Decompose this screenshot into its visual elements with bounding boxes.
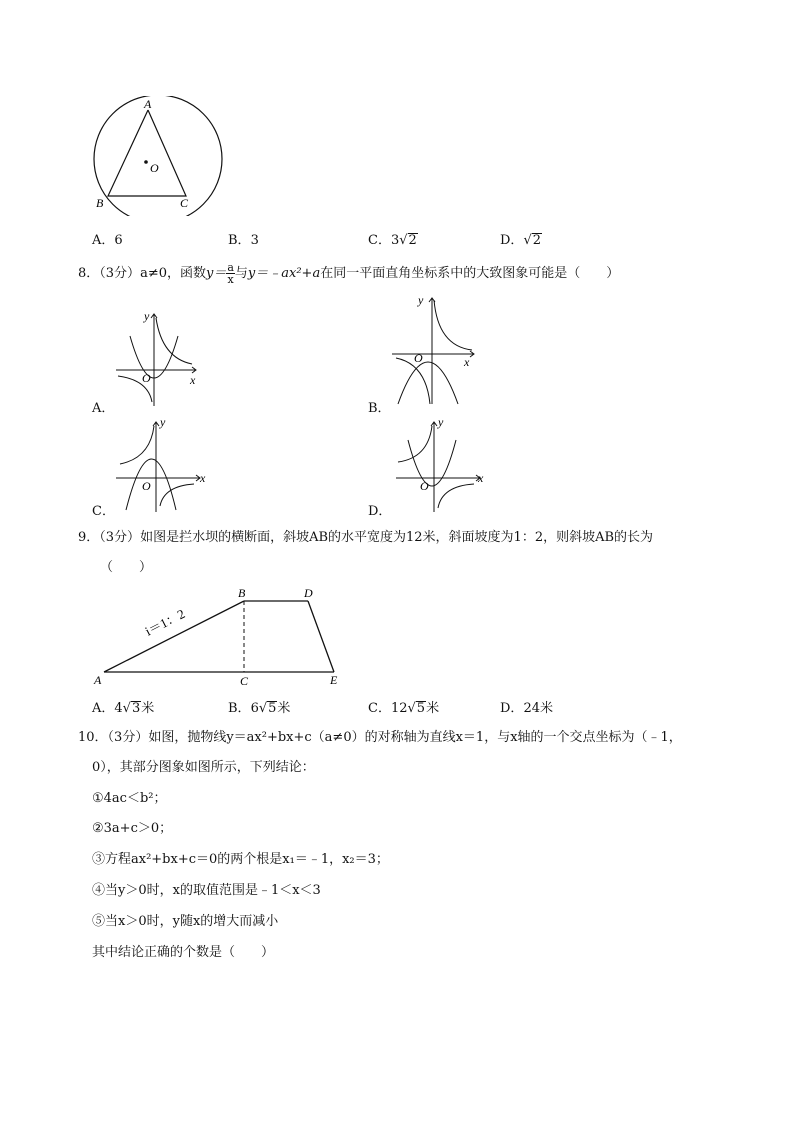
label-b: B <box>238 586 246 600</box>
slope-de <box>308 601 334 672</box>
q10-stem-line2: 0），其部分图象如图所示，下列结论： <box>92 760 315 775</box>
q7-option-a[interactable]: A．6 <box>92 233 123 248</box>
q10-statement-4: ④当y＞0时，x的取值范围是﹣1＜x＜3 <box>92 883 321 898</box>
sqrt-sign: √ <box>258 701 268 716</box>
parabola <box>398 362 458 404</box>
label-c: C <box>240 674 249 688</box>
q7-option-d[interactable]: D．√2 <box>500 233 542 248</box>
q8-graph-b <box>388 292 488 408</box>
hyperbola-branch <box>434 300 472 350</box>
label-a: A <box>144 97 152 111</box>
q9-option-c[interactable]: C．12√5米 <box>368 701 440 716</box>
y-label: y <box>144 309 150 323</box>
label-b: B <box>96 196 104 210</box>
q10-statement-5: ⑤当x＞0时，y随x的增大而减小 <box>92 914 279 929</box>
q10-statement-1: ①4ac＜b²； <box>92 791 167 806</box>
y-label: y <box>438 415 444 429</box>
q9-answer-paren: （ ） <box>100 560 153 575</box>
q8-graph-c <box>112 414 216 514</box>
hyperbola-branch <box>398 426 432 462</box>
inscribed-triangle <box>108 110 186 196</box>
sqrt-sign: √ <box>407 701 416 716</box>
parabola <box>126 459 176 510</box>
origin-label: O <box>142 371 151 385</box>
q9-option-b[interactable]: B．6√5米 <box>228 701 291 716</box>
origin-label: O <box>420 479 429 493</box>
label-d: D <box>304 586 313 600</box>
q9-option-d[interactable]: D．24米 <box>500 701 553 716</box>
q10-question: 其中结论正确的个数是（ ） <box>92 945 275 960</box>
x-label: x <box>200 471 206 485</box>
origin-label: O <box>142 479 151 493</box>
y-label: y <box>160 415 166 429</box>
circumcircle <box>94 96 222 216</box>
x-label: x <box>190 373 196 387</box>
label-a: A <box>94 673 102 687</box>
q10-stem: 10．（3分）如图，抛物线y＝ax²+bx+c（a≠0）的对称轴为直线x＝1，与x轴的一个交点坐标为（﹣1， <box>78 730 682 745</box>
origin-label: O <box>414 351 423 365</box>
hyperbola-branch <box>160 484 194 506</box>
slope-label: i＝1：2 <box>142 605 188 639</box>
q10-statement-3: ③方程ax²+bx+c＝0的两个根是x₁＝﹣1，x₂＝3； <box>92 852 389 867</box>
fraction-a-over-x: $\frac{a}{x}$ <box>227 261 234 286</box>
x-label: x <box>478 471 484 485</box>
label-e: E <box>330 673 338 687</box>
hyperbola-branch <box>156 318 192 364</box>
center-point <box>144 160 148 164</box>
sqrt-sign: √ <box>122 701 131 716</box>
q7-option-c[interactable]: C．3√2 <box>368 233 417 248</box>
hyperbola-branch <box>120 426 154 464</box>
label-o: O <box>150 161 159 175</box>
y-label: y <box>418 293 424 307</box>
sqrt-sign: √ <box>399 233 408 248</box>
q8-option-a[interactable]: A． <box>92 401 115 416</box>
q9-option-a[interactable]: A．4√3米 <box>92 701 155 716</box>
q8-graph-d <box>392 414 492 514</box>
q9-dam-figure <box>90 584 360 688</box>
q8-graph-a <box>112 308 212 408</box>
parabola <box>408 440 456 486</box>
hyperbola-branch <box>438 484 474 508</box>
q10-statement-2: ②3a+c＞0； <box>92 821 173 836</box>
q8-option-c[interactable]: C． <box>92 504 115 519</box>
q7-option-b[interactable]: B．3 <box>228 233 259 248</box>
q8-option-d[interactable]: D． <box>368 504 392 519</box>
q8-stem: 8．（3分）a≠0，函数y＝ $\frac{a}{x}$ 与y＝﹣ax²+a在同一平面直角坐标系中的大致图象可能是（ ） <box>78 261 620 286</box>
q8-option-b[interactable]: B． <box>368 401 391 416</box>
x-label: x <box>464 355 470 369</box>
label-c: C <box>180 196 189 210</box>
sqrt-sign: √ <box>523 233 532 248</box>
q9-stem: 9．（3分）如图是拦水坝的横断面，斜坡AB的水平宽度为12米，斜面坡度为1：2，则斜坡AB的长为 <box>78 530 654 545</box>
q7-circle-figure <box>88 96 228 216</box>
